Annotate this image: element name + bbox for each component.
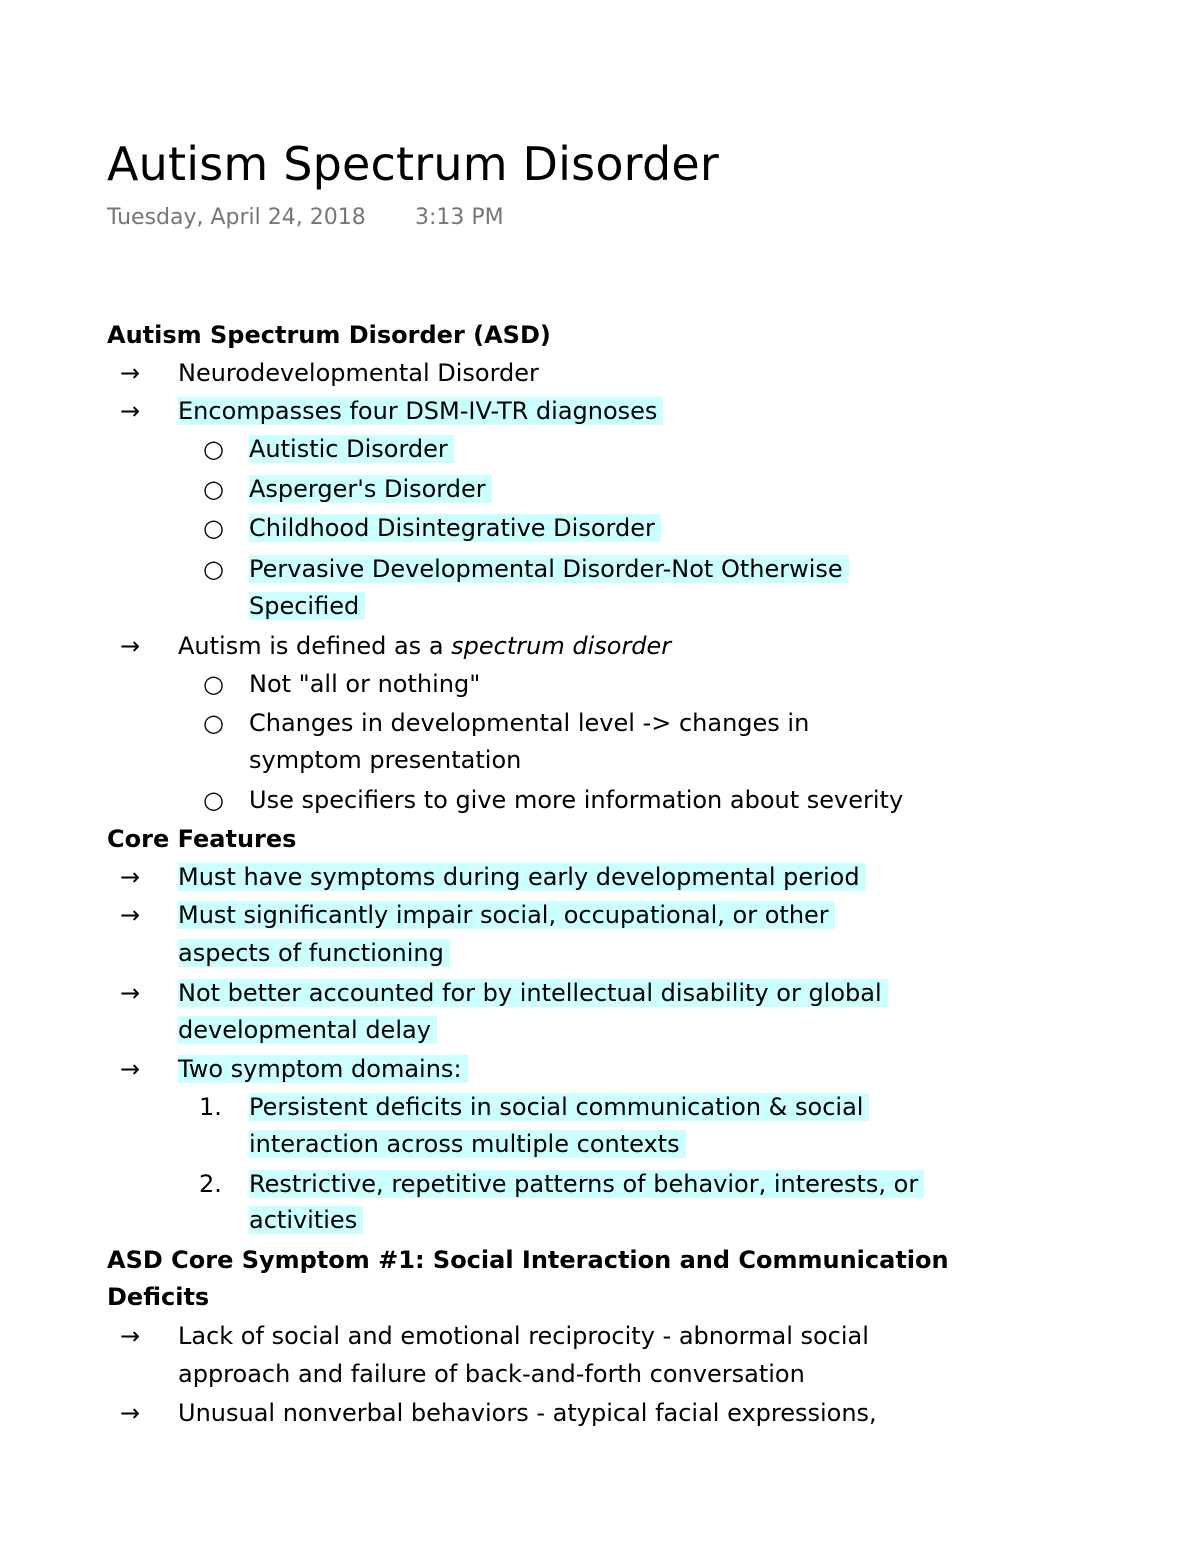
list-item-continuation: approach and failure of back-and-forth conversation — [178, 1360, 805, 1388]
highlighted-text: Restrictive, repetitive patterns of behavior, interests, or — [249, 1170, 924, 1198]
list-item — [178, 628, 671, 664]
highlighted-text: Must have symptoms during early developmental period — [178, 863, 866, 891]
list-item — [178, 393, 663, 429]
circle-bullet-icon: ○ — [203, 786, 224, 814]
list-item — [178, 897, 835, 933]
list-item-text: Autism is defined as a — [178, 632, 452, 660]
circle-bullet-icon: ○ — [203, 435, 224, 463]
arrow-bullet-icon: → — [120, 1055, 141, 1083]
highlighted-text: Encompasses four DSM-IV-TR diagnoses — [178, 397, 663, 425]
list-number: 1. — [199, 1093, 222, 1121]
circle-bullet-icon: ○ — [203, 514, 224, 542]
highlighted-text: Asperger's Disorder — [249, 475, 492, 503]
circle-bullet-icon: ○ — [203, 555, 224, 583]
section-heading-core-features: Core Features — [107, 825, 297, 853]
highlighted-text: aspects of functioning — [178, 939, 450, 967]
list-item-continuation — [178, 1012, 437, 1048]
arrow-bullet-icon: → — [120, 863, 141, 891]
page-title: Autism Spectrum Disorder — [107, 137, 719, 191]
sub-list-item-continuation: symptom presentation — [249, 746, 522, 774]
arrow-bullet-icon: → — [120, 979, 141, 1007]
numbered-list-item — [249, 1166, 924, 1202]
circle-bullet-icon: ○ — [203, 475, 224, 503]
circle-bullet-icon: ○ — [203, 670, 224, 698]
highlighted-text: interaction across multiple contexts — [249, 1130, 686, 1158]
section-heading-core-symptom-1: ASD Core Symptom #1: Social Interaction and Communication — [107, 1246, 949, 1274]
sub-list-item — [249, 431, 454, 467]
page-date: Tuesday, April 24, 2018 — [107, 205, 366, 230]
list-number: 2. — [199, 1170, 222, 1198]
sub-list-item: Use specifiers to give more information about severity — [249, 786, 904, 814]
sub-list-item — [249, 471, 492, 507]
page-time: 3:13 PM — [415, 205, 504, 230]
highlighted-text: Must significantly impair social, occupational, or other — [178, 901, 835, 929]
highlighted-text: Specified — [249, 592, 365, 620]
arrow-bullet-icon: → — [120, 397, 141, 425]
arrow-bullet-icon: → — [120, 359, 141, 387]
section-heading-asd: Autism Spectrum Disorder (ASD) — [107, 321, 551, 349]
list-item: Neurodevelopmental Disorder — [178, 359, 539, 387]
emphasized-text: spectrum disorder — [451, 632, 672, 660]
sub-list-item — [249, 510, 661, 546]
highlighted-text: Childhood Disintegrative Disorder — [249, 514, 661, 542]
highlighted-text: Two symptom domains: — [178, 1055, 468, 1083]
arrow-bullet-icon: → — [120, 901, 141, 929]
arrow-bullet-icon: → — [120, 1399, 141, 1427]
arrow-bullet-icon: → — [120, 632, 141, 660]
section-heading-continuation: Deficits — [107, 1283, 210, 1311]
list-item — [178, 975, 888, 1011]
highlighted-text: Autistic Disorder — [249, 435, 454, 463]
highlighted-text: Not better accounted for by intellectual disability or global — [178, 979, 888, 1007]
list-item — [178, 1051, 468, 1087]
numbered-list-item — [249, 1089, 869, 1125]
arrow-bullet-icon: → — [120, 1322, 141, 1350]
sub-list-item: Not "all or nothing" — [249, 670, 481, 698]
numbered-list-item-continuation — [249, 1126, 686, 1162]
numbered-list-item-continuation — [249, 1202, 363, 1238]
sub-list-item-continuation — [249, 588, 365, 624]
list-item: Unusual nonverbal behaviors - atypical facial expressions, — [178, 1399, 877, 1427]
sub-list-item: Changes in developmental level -> changes in — [249, 709, 810, 737]
highlighted-text: developmental delay — [178, 1016, 437, 1044]
highlighted-text: Pervasive Developmental Disorder-Not Otherwise — [249, 555, 849, 583]
list-item-continuation — [178, 935, 450, 971]
list-item — [178, 859, 866, 895]
sub-list-item — [249, 551, 849, 587]
highlighted-text: activities — [249, 1206, 363, 1234]
highlighted-text: Persistent deficits in social communication & social — [249, 1093, 869, 1121]
circle-bullet-icon: ○ — [203, 709, 224, 737]
list-item: Lack of social and emotional reciprocity - abnormal social — [178, 1322, 869, 1350]
